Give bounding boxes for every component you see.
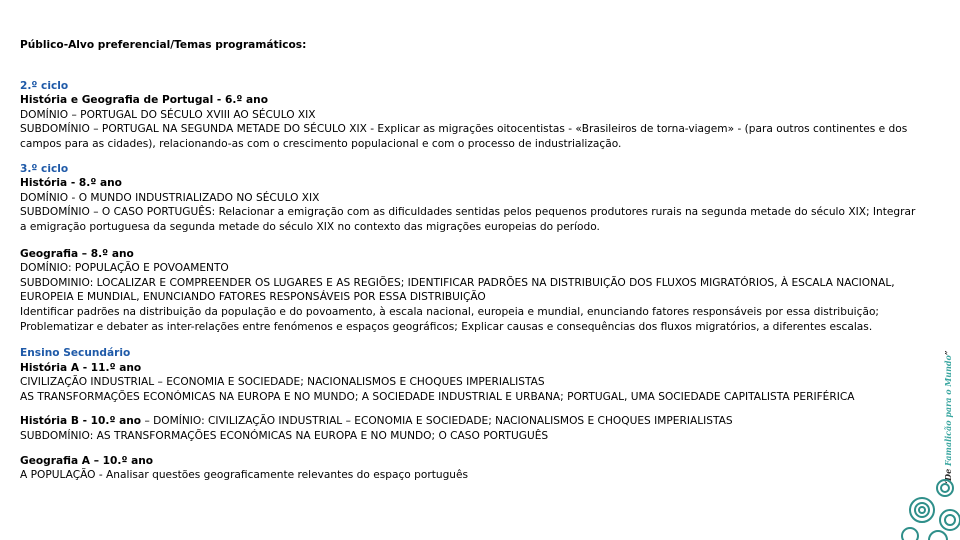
domain-line: CIVILIZAÇÃO INDUSTRIAL – ECONOMIA E SOCIEDADE; NACIONALISMOS E CHOQUES IMPERIALISTAS (20, 376, 545, 389)
section-historia-b (20, 414, 925, 443)
subject-title: História - 8.º ano (20, 177, 122, 190)
cycle-heading: 3.º ciclo (20, 162, 69, 175)
domain-line: DOMÍNIO: POPULAÇÃO E POVOAMENTO (20, 262, 229, 275)
subject-title: História e Geografia de Portugal - 6.º ano (20, 94, 269, 107)
domain-line: DOMÍNIO - O MUNDO INDUSTRIALIZADO NO SÉCULO XIX (20, 191, 320, 204)
subject-title: Geografia A – 10.º ano (20, 454, 154, 467)
section-secundario (20, 346, 925, 404)
subject-title: História B - 10.º ano (20, 415, 142, 428)
domain-line: A POPULAÇÃO - Analisar questões geograficamente relevantes do espaço português (20, 469, 469, 482)
cycle-heading: Ensino Secundário (20, 347, 131, 360)
subdomain-line: SUBDOMÍNIO: AS TRANSFORMAÇÕES ECONÓMICAS NA EUROPA E NO MUNDO; O CASO PORTUGUÊS (20, 430, 549, 443)
subject-line (20, 414, 925, 429)
side-label-open: “De (943, 466, 953, 486)
domain-line: DOMÍNIO – PORTUGAL DO SÉCULO XVIII AO SÉCULO XIX (20, 108, 316, 121)
side-label-close: ” (943, 350, 953, 356)
cycle-heading: 2.º ciclo (20, 79, 69, 92)
objectives-line: Identificar padrões na distribuição da população e do povoamento, à escala nacional, europeia e mundial, enunciando fatores responsáveis por essa distribuição; Problematizar e debater as inter-relações entre fenómenos e espaços geográficos; Explicar causas e consequências dos fluxos migratórios, a diferentes escalas. (20, 305, 879, 333)
subdomain-line: SUBDOMÍNIO – PORTUGAL NA SEGUNDA METADE DO SÉCULO XIX - Explicar as migrações oitocentistas - «Brasileiros de torna-viagem» - (para outros continentes e dos campos para as cidades), relacionando-as com o crescimento populacional e com o processo de industrialização. (20, 123, 908, 150)
decorative-circles-graphic (900, 470, 960, 540)
subject-title: Geografia – 8.º ano (20, 247, 134, 260)
subdomain-line: AS TRANSFORMAÇÕES ECONÓMICAS NA EUROPA E NO MUNDO; A SOCIEDADE INDUSTRIAL E URBANA; PORTUGAL, UMA SOCIEDADE CAPITALISTA PERIFÉRICA (20, 390, 855, 403)
section-geografia-8 (20, 247, 925, 335)
side-label (943, 351, 953, 486)
section-2-ciclo (20, 79, 925, 152)
subject-title: História A - 11.º ano (20, 361, 142, 374)
page-title: Público-Alvo preferencial/Temas programáticos: (20, 39, 307, 51)
subdomain-line: SUBDOMINIO: LOCALIZAR E COMPREENDER OS LUGARES E AS REGIÕES; IDENTIFICAR PADRÕES NA DISTRIBUIÇÃO DOS FLUXOS MIGRATÓRIOS, À ESCALA NACIONAL, EUROPEIA E MUNDIAL, ENUNCIANDO FATORES RESPONSÁVEIS POR ESSA DISTRIBUIÇÃO (20, 276, 895, 304)
section-geografia-a (20, 454, 925, 483)
side-label-highlight: Famalicão para o Mundo (943, 355, 953, 467)
content-body (20, 38, 925, 493)
subdomain-line: SUBDOMÍNIO – O CASO PORTUGUÊS: Relacionar a emigração com as dificuldades sentidas pelos pequenos produtores rurais na segunda metade do século XIX; Integrar a emigração portuguesa da segunda metade do século XIX no contexto das migrações europeias do período. (20, 206, 916, 233)
section-3-ciclo (20, 162, 925, 235)
subject-domain: – DOMÍNIO: CIVILIZAÇÃO INDUSTRIAL – ECONOMIA E SOCIEDADE; NACIONALISMOS E CHOQUES IMPERIALISTAS (141, 415, 733, 428)
